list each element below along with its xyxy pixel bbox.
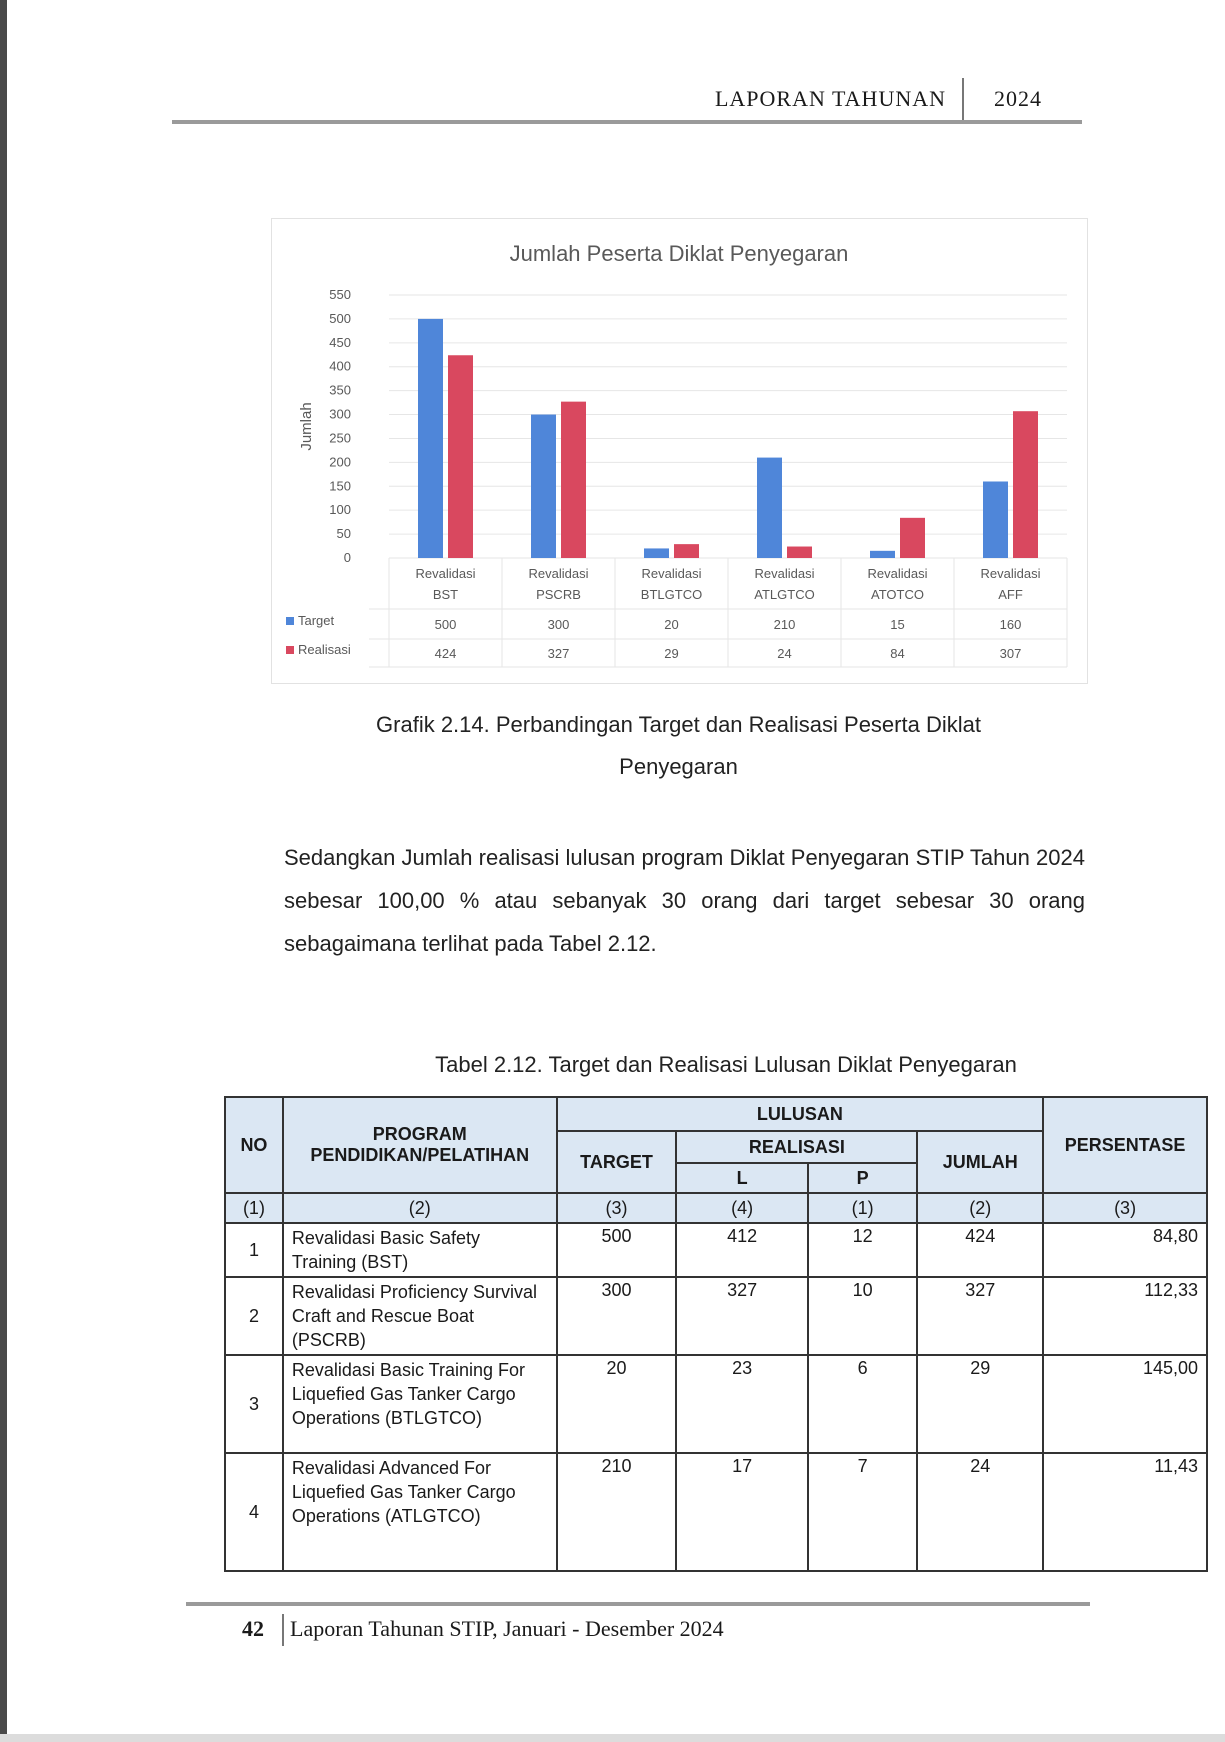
y-tick-label: 150 (329, 478, 351, 494)
row-program: Revalidasi Proficiency Survival Craft and Rescue Boat (PSCRB) (283, 1277, 557, 1355)
header-no: NO (225, 1097, 283, 1193)
bar-realisasi (787, 547, 812, 558)
bar-target (418, 319, 443, 558)
header-persentase: PERSENTASE (1043, 1097, 1207, 1193)
row-p: 6 (808, 1355, 918, 1453)
table-row (225, 1453, 1207, 1571)
header-p: P (808, 1163, 918, 1193)
data-label-realisasi: 24 (777, 646, 792, 661)
row-p: 10 (808, 1277, 918, 1355)
chart-caption (271, 704, 1086, 788)
row-persentase: 11,43 (1043, 1453, 1207, 1571)
table-title: Tabel 2.12. Target dan Realisasi Lulusan Diklat Penyegaran (435, 1052, 1017, 1077)
index-cell: (2) (283, 1193, 557, 1223)
legend-key-realisasi (286, 646, 294, 654)
row-p: 7 (808, 1453, 918, 1571)
bar-target (757, 458, 782, 558)
row-no: 2 (225, 1277, 283, 1355)
row-no: 4 (225, 1453, 283, 1571)
table-row (225, 1277, 1207, 1355)
y-tick-label: 50 (336, 526, 351, 542)
category-label: Revalidasi (867, 566, 928, 581)
index-cell: (3) (557, 1193, 677, 1223)
bar-target (531, 415, 556, 558)
data-label-target: 500 (434, 617, 457, 632)
body-paragraph: Sedangkan Jumlah realisasi lulusan program Diklat Penyegaran STIP Tahun 2024 sebesar 100,00 % atau sebanyak 30 orang dari target sebesar 30 orang sebagaimana terlihat pada Tabel 2.12. (284, 845, 1085, 956)
data-label-realisasi: 307 (999, 646, 1022, 661)
header-realisasi: REALISASI (676, 1131, 917, 1163)
footer-rule (186, 1602, 1090, 1606)
header-title: LAPORAN TAHUNAN (714, 86, 946, 111)
header-rule (172, 120, 1082, 124)
y-tick-label: 250 (329, 430, 351, 446)
page-bottom-edge (0, 1734, 1225, 1742)
index-row (225, 1193, 1207, 1223)
row-no: 1 (225, 1223, 283, 1277)
table-row (225, 1223, 1207, 1277)
y-tick-label: 500 (329, 310, 351, 326)
data-label-target: 20 (664, 617, 679, 632)
y-tick-label: 0 (343, 550, 351, 565)
row-p: 12 (808, 1223, 918, 1277)
y-tick-label: 550 (329, 287, 351, 302)
row-l: 412 (676, 1223, 807, 1277)
category-label: ATLGTCO (754, 587, 815, 602)
category-label: Revalidasi (980, 566, 1041, 581)
data-label-target: 15 (890, 617, 905, 632)
row-target: 500 (557, 1223, 677, 1277)
row-persentase: 84,80 (1043, 1223, 1207, 1277)
y-axis-label: Jumlah (298, 402, 315, 451)
footer-text: Laporan Tahunan STIP, Januari - Desember 2024 (290, 1616, 724, 1641)
y-tick-label: 100 (329, 502, 351, 518)
bar-target (983, 481, 1008, 558)
legend-key-target (286, 617, 294, 625)
data-label-target: 210 (773, 617, 796, 632)
y-tick-label: 400 (329, 358, 351, 374)
category-label: Revalidasi (415, 566, 476, 581)
category-label: Revalidasi (528, 566, 589, 581)
y-tick-label: 450 (329, 334, 351, 350)
data-label-realisasi: 424 (434, 646, 457, 661)
index-cell: (2) (917, 1193, 1043, 1223)
row-program: Revalidasi Advanced For Liquefied Gas Tanker Cargo Operations (ATLGTCO) (283, 1453, 557, 1571)
row-program: Revalidasi Basic Safety Training (BST) (283, 1223, 557, 1277)
category-label: BTLGTCO (640, 587, 703, 602)
row-l: 327 (676, 1277, 807, 1355)
index-cell: (4) (676, 1193, 807, 1223)
row-l: 23 (676, 1355, 807, 1453)
y-tick-label: 350 (329, 382, 351, 398)
caption-line-2: Penyegaran (619, 754, 738, 779)
header-lulusan: LULUSAN (557, 1097, 1044, 1131)
page-header (172, 78, 1082, 122)
legend-label: Realisasi (298, 642, 351, 657)
legend-label: Target (298, 613, 335, 628)
row-target: 300 (557, 1277, 677, 1355)
data-label-target: 300 (547, 617, 570, 632)
lulusan-table (224, 1096, 1208, 1572)
bar-target (644, 548, 669, 558)
page-edge (0, 0, 7, 1742)
header-l: L (676, 1163, 807, 1193)
data-label-realisasi: 29 (664, 646, 679, 661)
row-l: 17 (676, 1453, 807, 1571)
category-label: Revalidasi (754, 566, 815, 581)
category-label: PSCRB (536, 587, 581, 602)
bar-realisasi (561, 402, 586, 558)
bar-realisasi (900, 518, 925, 558)
row-persentase: 112,33 (1043, 1277, 1207, 1355)
row-jumlah: 424 (917, 1223, 1043, 1277)
data-label-realisasi: 84 (890, 646, 905, 661)
data-label-target: 160 (999, 617, 1022, 632)
caption-line-1: Grafik 2.14. Perbandingan Target dan Realisasi Peserta Diklat (376, 712, 981, 737)
row-target: 20 (557, 1355, 677, 1453)
category-label: AFF (998, 587, 1023, 602)
index-cell: (1) (225, 1193, 283, 1223)
index-cell: (1) (808, 1193, 918, 1223)
index-cell: (3) (1043, 1193, 1207, 1223)
y-tick-label: 200 (329, 454, 351, 470)
data-label-realisasi: 327 (547, 646, 570, 661)
row-jumlah: 24 (917, 1453, 1043, 1571)
y-tick-label: 300 (329, 406, 351, 422)
header-program: PROGRAM PENDIDIKAN/PELATIHAN (283, 1097, 557, 1193)
row-jumlah: 327 (917, 1277, 1043, 1355)
chart-canvas (272, 219, 1087, 683)
header-year: 2024 (994, 86, 1042, 111)
bar-realisasi (674, 544, 699, 558)
chart-title: Jumlah Peserta Diklat Penyegaran (509, 241, 849, 266)
bar-realisasi (1013, 411, 1038, 558)
category-label: BST (432, 587, 459, 602)
header-separator (962, 78, 964, 122)
category-label: Revalidasi (641, 566, 702, 581)
header-target: TARGET (557, 1131, 677, 1193)
category-label: ATOTCO (871, 587, 924, 602)
footer-separator (282, 1614, 284, 1646)
table-row (225, 1355, 1207, 1453)
row-persentase: 145,00 (1043, 1355, 1207, 1453)
row-no: 3 (225, 1355, 283, 1453)
row-jumlah: 29 (917, 1355, 1043, 1453)
header-jumlah: JUMLAH (917, 1131, 1043, 1193)
bar-realisasi (448, 355, 473, 558)
row-program: Revalidasi Basic Training For Liquefied Gas Tanker Cargo Operations (BTLGTCO) (283, 1355, 557, 1453)
bar-target (870, 551, 895, 558)
page-number: 42 (242, 1616, 264, 1641)
bar-chart (271, 218, 1088, 684)
row-target: 210 (557, 1453, 677, 1571)
